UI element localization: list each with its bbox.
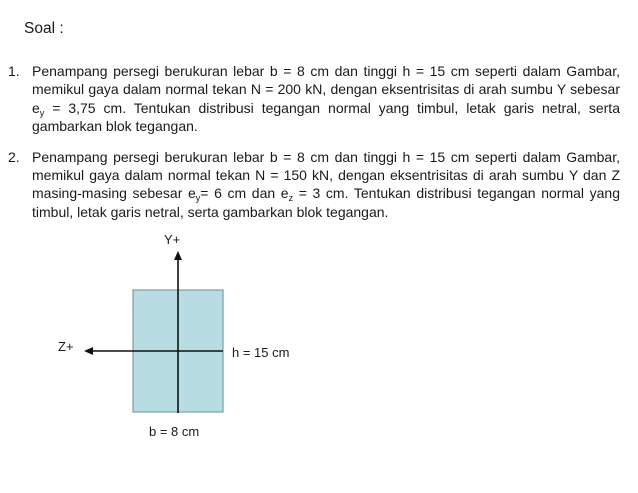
problem-number: 2.	[8, 148, 20, 165]
z-axis-label: Z+	[58, 339, 74, 354]
problem-text-part: Penampang persegi berukuran lebar b = 8 cm dan tinggi h = 15 cm seperti dalam Gambar, memikul gaya dalam normal tekan N = 150 kN, dengan eksentrisitas di arah sumbu Y dan Z masing-masing sebesar e	[32, 148, 620, 202]
problem-number: 1.	[8, 63, 20, 79]
subscript-y: y	[195, 193, 201, 204]
subscript-y: y	[39, 107, 45, 118]
heading: Soal :	[24, 20, 64, 37]
problem-text-part: = 3 cm. Tentukan distribusi tegangan normal yang timbul, letak garis netral, serta gambarkan blok tegangan.	[32, 185, 620, 220]
width-label: b = 8 cm	[149, 424, 200, 439]
problem-text-part: = 6 cm dan e	[200, 185, 289, 202]
subscript-z: z	[288, 193, 294, 204]
z-axis-arrow-icon	[84, 347, 93, 355]
y-axis-arrow-icon	[174, 251, 182, 260]
y-axis-label: Y+	[164, 232, 181, 247]
problem-text-part: Penampang persegi berukuran lebar b = 8 cm dan tinggi h = 15 cm seperti dalam Gambar, memikul gaya dalam normal tekan N = 200 kN, dengan eksentrisitas di arah sumbu Y sebesar e	[32, 63, 620, 116]
problem-text-part: = 3,75 cm. Tentukan distribusi tegangan normal yang timbul, letak garis netral, serta gambarkan blok tegangan.	[32, 99, 620, 135]
height-label: h = 15 cm	[232, 345, 290, 360]
